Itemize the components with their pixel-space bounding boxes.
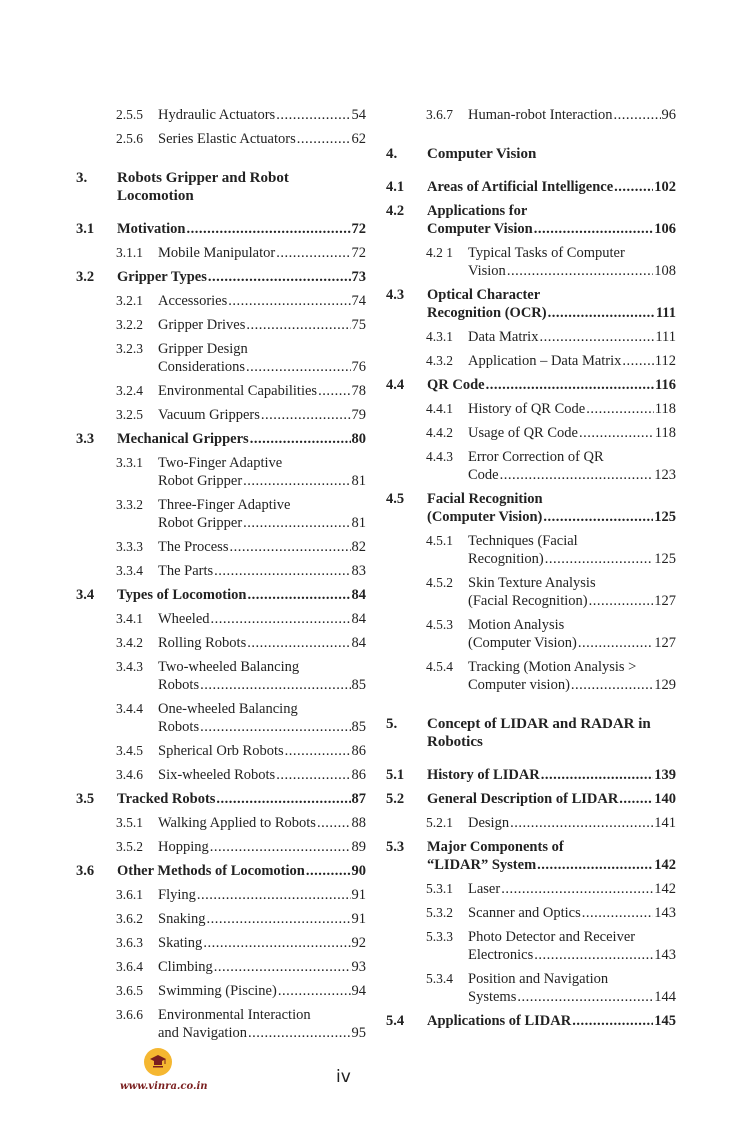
section-title: Other Methods of Locomotion <box>117 863 305 879</box>
section-title: Design <box>468 815 510 831</box>
section-title: (Computer Vision) <box>468 635 577 651</box>
section-number: 3.6.3 <box>116 935 143 950</box>
section-title: Rolling Robots <box>158 635 247 651</box>
page-ref: 125 <box>654 509 676 525</box>
page-ref: 94 <box>351 983 366 999</box>
section-title: Flying <box>158 887 196 903</box>
page-ref: 102 <box>654 179 676 195</box>
section-title: Vision <box>468 263 506 279</box>
page-ref: 87 <box>351 791 366 807</box>
section-title: Gripper Drives <box>158 317 246 333</box>
section-number: 3.2.3 <box>116 341 143 356</box>
page-ref: 143 <box>654 905 676 921</box>
section-title: Accessories <box>158 293 228 309</box>
page-ref: 123 <box>654 467 676 483</box>
section-number: 3.3 <box>76 431 95 447</box>
section-number: 4.2 1 <box>426 245 453 260</box>
chapter-number: 4. <box>386 146 398 162</box>
section-title: Applications of LIDAR <box>427 1013 572 1029</box>
section-title: (Facial Recognition) <box>468 593 588 609</box>
page-ref: 95 <box>351 1025 366 1041</box>
page-ref: 81 <box>351 515 366 531</box>
section-title: Climbing <box>158 959 213 975</box>
page-ref: 140 <box>654 791 676 807</box>
page-ref: 118 <box>654 401 676 417</box>
page-ref: 89 <box>351 839 366 855</box>
page-ref: 88 <box>351 815 366 831</box>
section-title: Series Elastic Actuators <box>158 131 296 147</box>
page-ref: 112 <box>654 353 676 369</box>
section-number: 3.5.1 <box>116 815 143 830</box>
section-title: Usage of QR Code <box>468 425 578 441</box>
section-title: Robot Gripper <box>158 515 243 531</box>
section-number: 3.6.2 <box>116 911 143 926</box>
page-ref: 80 <box>351 431 366 447</box>
section-number: 5.3.3 <box>426 929 453 944</box>
section-title-line: Facial Recognition <box>427 491 543 507</box>
section-title-line: Major Components of <box>427 839 564 855</box>
section-number: 3.2.4 <box>116 383 143 398</box>
page-ref: 82 <box>351 539 366 555</box>
section-title-line: One-wheeled Balancing <box>158 701 298 717</box>
section-number: 4.2 <box>386 203 405 219</box>
page-ref: 106 <box>654 221 676 237</box>
section-number: 4.3.2 <box>426 353 453 368</box>
section-number: 5.3.4 <box>426 971 453 986</box>
section-title: Recognition (OCR) <box>427 305 547 321</box>
page-ref: 142 <box>654 881 676 897</box>
page-ref: 83 <box>351 563 366 579</box>
section-title: Robot Gripper <box>158 473 243 489</box>
section-title: Robots <box>158 677 200 693</box>
section-number: 3.4.4 <box>116 701 143 716</box>
section-number: 3.4.1 <box>116 611 143 626</box>
section-title: Electronics <box>468 947 534 963</box>
section-title: and Navigation <box>158 1025 247 1041</box>
section-title-line: Tracking (Motion Analysis > <box>468 659 637 675</box>
section-title: Walking Applied to Robots <box>158 815 316 831</box>
page-ref: 75 <box>351 317 366 333</box>
page-ref: 72 <box>351 221 366 237</box>
page-ref: 142 <box>654 857 676 873</box>
section-title: Skating <box>158 935 203 951</box>
section-title: Snaking <box>158 911 206 927</box>
section-number: 3.3.4 <box>116 563 143 578</box>
page-ref: 81 <box>351 473 366 489</box>
section-title-line: Three-Finger Adaptive <box>158 497 291 513</box>
section-title: Code <box>468 467 499 483</box>
publisher-url[interactable]: www.vinra.co.in <box>120 1081 208 1092</box>
section-title: Six-wheeled Robots <box>158 767 276 783</box>
page-ref: 111 <box>655 329 676 345</box>
section-title-line: Position and Navigation <box>468 971 609 987</box>
section-title: Laser <box>468 881 501 897</box>
section-number: 3.5 <box>76 791 95 807</box>
page-ref: 96 <box>661 107 676 123</box>
chapter-title-line: Robotics <box>427 734 483 750</box>
section-number: 5.3 <box>386 839 405 855</box>
section-number: 4.1 <box>386 179 405 195</box>
section-number: 3.6.5 <box>116 983 143 998</box>
section-title-line: Techniques (Facial <box>468 533 578 549</box>
section-title: Application – Data Matrix <box>468 353 622 369</box>
section-number: 4.5.4 <box>426 659 453 674</box>
page-ref: 76 <box>351 359 366 375</box>
chapter-title-line: Locomotion <box>117 188 194 204</box>
page-ref: 92 <box>351 935 366 951</box>
section-title-line: Applications for <box>427 203 528 219</box>
section-title: Hydraulic Actuators <box>158 107 276 123</box>
section-title: The Parts <box>158 563 214 579</box>
page-number: iv <box>336 1067 351 1087</box>
section-number: 5.2.1 <box>426 815 453 830</box>
section-title: Scanner and Optics <box>468 905 581 921</box>
chapter-number: 3. <box>76 170 88 186</box>
section-title: Gripper Types <box>117 269 207 285</box>
section-title: Computer vision) <box>468 677 570 693</box>
section-title: Recognition) <box>468 551 544 567</box>
section-title: Robots <box>158 719 200 735</box>
page-ref: 78 <box>351 383 366 399</box>
section-title: History of LIDAR <box>427 767 540 783</box>
section-title: Swimming (Piscine) <box>158 983 277 999</box>
section-title-line: Optical Character <box>427 287 541 303</box>
section-title: Computer Vision <box>427 221 533 237</box>
section-number: 5.2 <box>386 791 405 807</box>
section-title: (Computer Vision) <box>427 509 543 525</box>
section-title: Wheeled <box>158 611 210 627</box>
section-number: 4.5.2 <box>426 575 453 590</box>
section-title: QR Code <box>427 377 485 393</box>
section-title-line: Photo Detector and Receiver <box>468 929 636 945</box>
publisher-logo <box>144 1048 172 1076</box>
section-number: 3.6.1 <box>116 887 143 902</box>
section-title: “LIDAR” System <box>427 857 537 873</box>
chapter-title-line: Concept of LIDAR and RADAR in <box>427 716 651 732</box>
page-ref: 84 <box>351 611 366 627</box>
section-number: 3.4.2 <box>116 635 143 650</box>
section-number: 3.5.2 <box>116 839 143 854</box>
section-number: 3.6.7 <box>426 107 453 122</box>
section-title-line: Typical Tasks of Computer <box>468 245 625 261</box>
section-title: Vacuum Grippers <box>158 407 260 423</box>
section-title-line: Two-wheeled Balancing <box>158 659 300 675</box>
page-ref: 129 <box>654 677 676 693</box>
section-number: 3.6.4 <box>116 959 143 974</box>
section-title: Considerations <box>158 359 245 375</box>
page-ref: 127 <box>654 593 676 609</box>
chapter-title-line: Computer Vision <box>427 146 537 162</box>
page-ref: 144 <box>654 989 676 1005</box>
section-title-line: Gripper Design <box>158 341 248 357</box>
section-title: Tracked Robots <box>117 791 216 807</box>
section-title: Types of Locomotion <box>117 587 247 603</box>
section-number: 4.3.1 <box>426 329 453 344</box>
section-number: 4.5.3 <box>426 617 453 632</box>
page-ref: 84 <box>351 635 366 651</box>
section-number: 4.4.1 <box>426 401 453 416</box>
section-number: 4.4 <box>386 377 405 393</box>
section-number: 3.1 <box>76 221 95 237</box>
section-number: 3.4 <box>76 587 95 603</box>
section-number: 3.6.6 <box>116 1007 143 1022</box>
page-ref: 84 <box>351 587 366 603</box>
page-ref: 116 <box>655 377 676 393</box>
section-number: 4.4.2 <box>426 425 453 440</box>
section-title-line: Error Correction of QR <box>468 449 604 465</box>
section-title: Environmental Capabilities <box>158 383 318 399</box>
section-title-line: Skin Texture Analysis <box>468 575 596 591</box>
section-title: Human-robot Interaction <box>468 107 613 123</box>
section-number: 3.4.5 <box>116 743 143 758</box>
section-title: Data Matrix <box>468 329 539 345</box>
page-ref: 72 <box>351 245 366 261</box>
section-title: General Description of LIDAR <box>427 791 619 807</box>
section-number: 4.5 <box>386 491 405 507</box>
page-ref: 86 <box>351 743 366 759</box>
section-number: 2.5.6 <box>116 131 143 146</box>
section-title: Motivation <box>117 221 186 237</box>
section-title: The Process <box>158 539 229 555</box>
page-ref: 108 <box>654 263 676 279</box>
section-number: 3.2.1 <box>116 293 143 308</box>
section-number: 2.5.5 <box>116 107 143 122</box>
section-number: 4.3 <box>386 287 405 303</box>
section-title: History of QR Code <box>468 401 586 417</box>
section-number: 3.1.1 <box>116 245 143 260</box>
section-title: Mechanical Grippers <box>117 431 249 447</box>
page-ref: 139 <box>654 767 676 783</box>
section-number: 3.4.3 <box>116 659 143 674</box>
section-title-line: Motion Analysis <box>468 617 565 633</box>
page-ref: 143 <box>654 947 676 963</box>
page-ref: 90 <box>351 863 366 879</box>
page-ref: 125 <box>654 551 676 567</box>
page-ref: 91 <box>351 887 366 903</box>
page-ref: 127 <box>654 635 676 651</box>
section-title: Mobile Manipulator <box>158 245 276 261</box>
section-number: 5.1 <box>386 767 405 783</box>
page-ref: 62 <box>351 131 366 147</box>
section-number: 3.4.6 <box>116 767 143 782</box>
section-title: Hopping <box>158 839 209 855</box>
section-number: 5.3.1 <box>426 881 453 896</box>
page-ref: 145 <box>654 1013 676 1029</box>
section-number: 3.2 <box>76 269 95 285</box>
section-number: 4.4.3 <box>426 449 453 464</box>
section-number: 3.3.3 <box>116 539 143 554</box>
page-ref: 73 <box>351 269 366 285</box>
page-ref: 111 <box>655 305 676 321</box>
page-ref: 93 <box>351 959 366 975</box>
section-title: Systems <box>468 989 517 1005</box>
section-number: 3.3.1 <box>116 455 143 470</box>
page-ref: 141 <box>654 815 676 831</box>
section-number: 3.2.5 <box>116 407 143 422</box>
section-title: Spherical Orb Robots <box>158 743 284 759</box>
section-number: 3.6 <box>76 863 95 879</box>
section-number: 3.3.2 <box>116 497 143 512</box>
page-ref: 74 <box>351 293 366 309</box>
section-number: 5.4 <box>386 1013 405 1029</box>
page-ref: 79 <box>351 407 366 423</box>
page-ref: 86 <box>351 767 366 783</box>
section-title-line: Two-Finger Adaptive <box>158 455 283 471</box>
section-number: 3.2.2 <box>116 317 143 332</box>
page-ref: 85 <box>351 677 366 693</box>
graduation-cap-icon <box>149 1054 167 1070</box>
section-title: Areas of Artificial Intelligence <box>427 179 614 195</box>
page-ref: 54 <box>351 107 366 123</box>
page-ref: 118 <box>654 425 676 441</box>
page-ref: 85 <box>351 719 366 735</box>
section-number: 4.5.1 <box>426 533 453 548</box>
page-ref: 91 <box>351 911 366 927</box>
section-title-line: Environmental Interaction <box>158 1007 311 1023</box>
chapter-title-line: Robots Gripper and Robot <box>117 170 289 186</box>
section-number: 5.3.2 <box>426 905 453 920</box>
chapter-number: 5. <box>386 716 398 732</box>
